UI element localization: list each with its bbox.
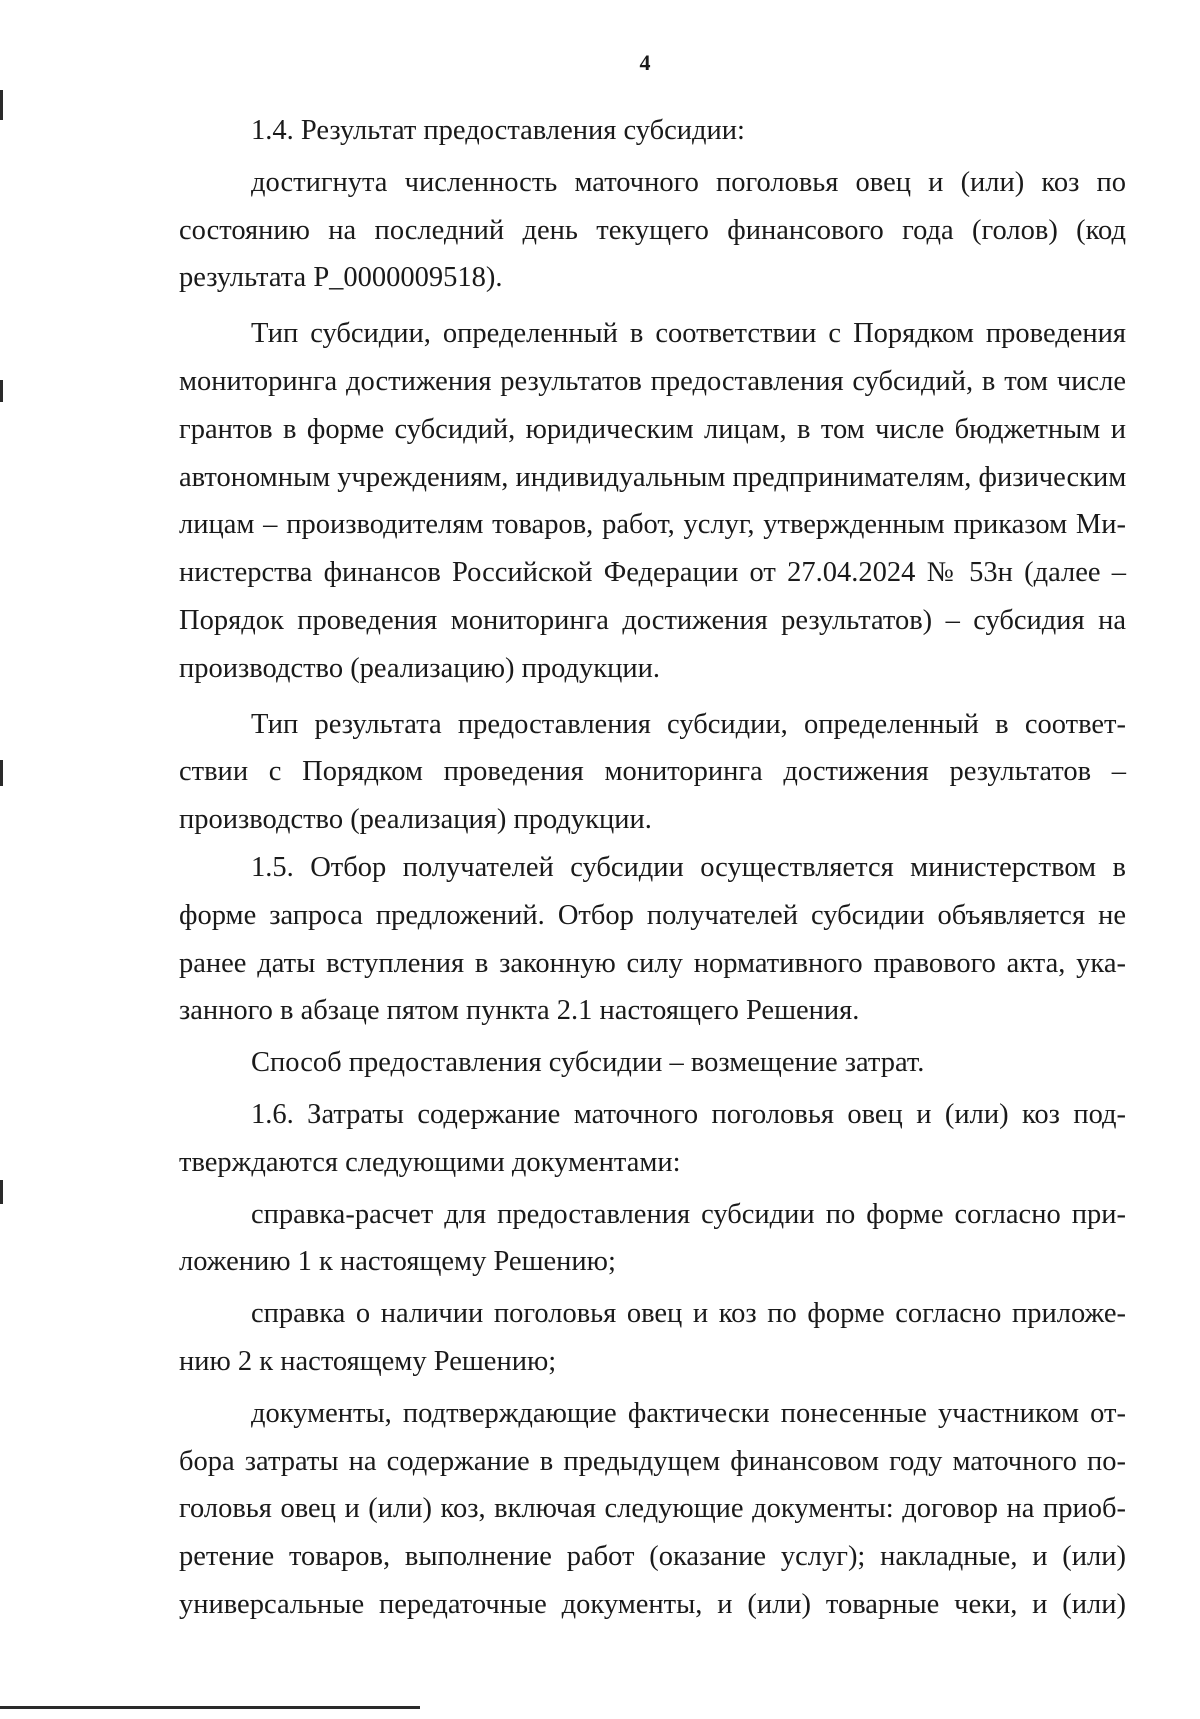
text-line: нию 2 к настоящему Решению;	[179, 1345, 557, 1377]
text-line: грантов в форме субсидий, юридическим лицам, в том числе бюджетным и	[179, 413, 1126, 445]
text-line: головья овец и (или) коз, включая следующие документы: договор на приоб-	[179, 1493, 1126, 1525]
text-line: бора затраты на содержание в предыдущем финансовом году маточного по-	[179, 1445, 1126, 1477]
text-line: справка-расчет для предоставления субсидии по форме согласно при-	[251, 1198, 1126, 1230]
paragraph	[179, 1290, 1126, 1386]
text-line: состоянию на последний день текущего финансового года (голов) (код	[179, 214, 1126, 246]
text-line: Тип субсидии, определенный в соответствии с Порядком проведения	[251, 318, 1126, 350]
text-line: документы, подтверждающие фактически понесенные участником от-	[251, 1397, 1126, 1429]
text-line: ложению 1 к настоящему Решению;	[179, 1246, 616, 1278]
text-line: лицам – производителям товаров, работ, услуг, утвержденным приказом Ми-	[179, 509, 1126, 541]
text-line: ретение товаров, выполнение работ (оказание услуг); накладные, и (или)	[179, 1541, 1126, 1573]
paragraph	[179, 1039, 1126, 1087]
scan-edge-mark	[0, 90, 3, 120]
document-body	[179, 107, 1126, 1629]
text-line: производство (реализация) продукции.	[179, 804, 652, 836]
paragraph	[179, 1091, 1126, 1187]
paragraph	[179, 310, 1126, 692]
text-line: автономным учреждениям, индивидуальным предпринимателям, физическим	[179, 461, 1127, 493]
text-line: Порядок проведения мониторинга достижения результатов) – субсидия на	[179, 604, 1126, 636]
text-line: 1.6. Затраты содержание маточного поголовья овец и (или) коз под-	[251, 1098, 1126, 1130]
text-line: занного в абзаце пятом пункта 2.1 настоящего Решения.	[179, 995, 860, 1027]
text-line: мониторинга достижения результатов предоставления субсидий, в том числе	[179, 365, 1126, 397]
paragraph	[179, 1390, 1126, 1629]
scan-edge-mark	[0, 380, 3, 402]
text-line: результата P_0000009518).	[179, 262, 503, 294]
text-line: производство (реализацию) продукции.	[179, 652, 661, 684]
text-line: ранее даты вступления в законную силу нормативного правового акта, ука-	[179, 947, 1126, 979]
text-line: Тип результата предоставления субсидии, определенный в соответ-	[251, 708, 1126, 740]
text-line: достигнута численность маточного поголовья овец и (или) коз по	[251, 166, 1126, 198]
page-number: 4	[639, 50, 651, 75]
paragraph	[179, 1191, 1126, 1287]
scan-edge-mark	[0, 1180, 3, 1204]
paragraph	[179, 844, 1126, 1035]
text-line: 1.4. Результат предоставления субсидии:	[251, 115, 745, 146]
paragraph	[179, 159, 1126, 302]
text-line: справка о наличии поголовья овец и коз по форме согласно приложе-	[251, 1298, 1126, 1330]
text-line: тверждаются следующими документами:	[179, 1146, 681, 1178]
scan-edge-mark	[0, 760, 3, 786]
text-line: ствии с Порядком проведения мониторинга достижения результатов –	[179, 756, 1126, 788]
text-line: нистерства финансов Российской Федерации от 27.04.2024 № 53н (далее –	[179, 557, 1126, 589]
text-line: универсальные передаточные документы, и (или) товарные чеки, и (или)	[179, 1588, 1126, 1620]
paragraph	[179, 701, 1126, 844]
text-line: форме запроса предложений. Отбор получателей субсидии объявляется не	[179, 899, 1126, 931]
paragraph	[179, 107, 1126, 155]
text-line: 1.5. Отбор получателей субсидии осуществляется министерством в	[251, 851, 1126, 883]
scan-bottom-edge	[0, 1706, 420, 1709]
text-line: Способ предоставления субсидии – возмещение затрат.	[251, 1047, 925, 1079]
